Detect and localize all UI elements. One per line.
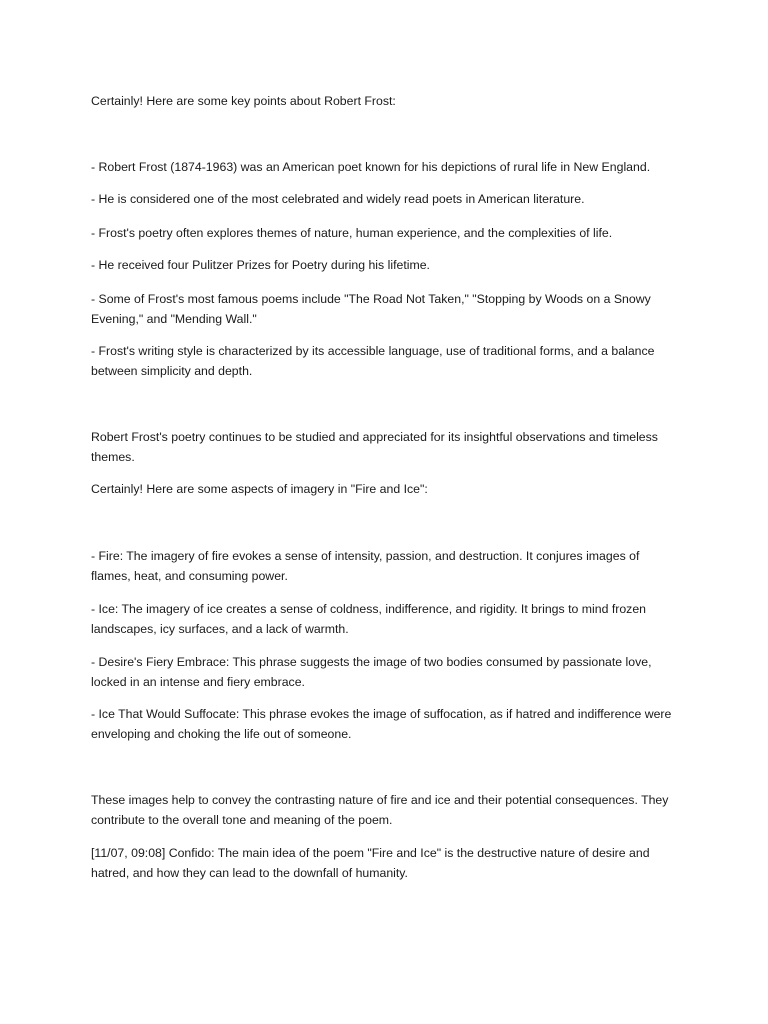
- frost-point-5: - Some of Frost's most famous poems include "The Road Not Taken," "Stopping by Woods on a Snowy Evening," and "Mending Wall.": [91, 292, 651, 326]
- frost-point-6: - Frost's writing style is characterized by its accessible language, use of traditional forms, and a balance between simplicity and depth.: [91, 344, 655, 378]
- frost-point-4: - He received four Pulitzer Prizes for Poetry during his lifetime.: [91, 258, 430, 272]
- intro-frost: Certainly! Here are some key points about Robert Frost:: [91, 94, 396, 108]
- imagery-point-ice: - Ice: The imagery of ice creates a sense of coldness, indifference, and rigidity. It brings to mind frozen landscapes, icy surfaces, and a lack of warmth.: [91, 602, 647, 636]
- imagery-point-desire: - Desire's Fiery Embrace: This phrase suggests the image of two bodies consumed by passionate love, locked in an intense and fiery embrace.: [91, 655, 652, 689]
- imagery-summary: These images help to convey the contrasting nature of fire and ice and their potential consequences. They contribute to the overall tone and meaning of the poem.: [91, 793, 669, 827]
- frost-summary: Robert Frost's poetry continues to be studied and appreciated for its insightful observations and timeless themes.: [91, 430, 658, 464]
- imagery-point-fire: - Fire: The imagery of fire evokes a sense of intensity, passion, and destruction. It conjures images of flames, heat, and consuming power.: [91, 549, 640, 583]
- frost-point-2: - He is considered one of the most celebrated and widely read poets in American literature.: [91, 192, 585, 206]
- imagery-point-suffocate: - Ice That Would Suffocate: This phrase evokes the image of suffocation, as if hatred and indifference were enveloping and choking the life out of someone.: [91, 707, 672, 741]
- intro-imagery: Certainly! Here are some aspects of imagery in "Fire and Ice":: [91, 482, 428, 496]
- frost-point-1: - Robert Frost (1874-1963) was an American poet known for his depictions of rural life in New England.: [91, 160, 651, 174]
- chat-message: [11/07, 09:08] Confido: The main idea of the poem "Fire and Ice" is the destructive nature of desire and hatred, and how they can lead to the downfall of humanity.: [91, 846, 650, 880]
- frost-point-3: - Frost's poetry often explores themes of nature, human experience, and the complexities of life.: [91, 226, 613, 240]
